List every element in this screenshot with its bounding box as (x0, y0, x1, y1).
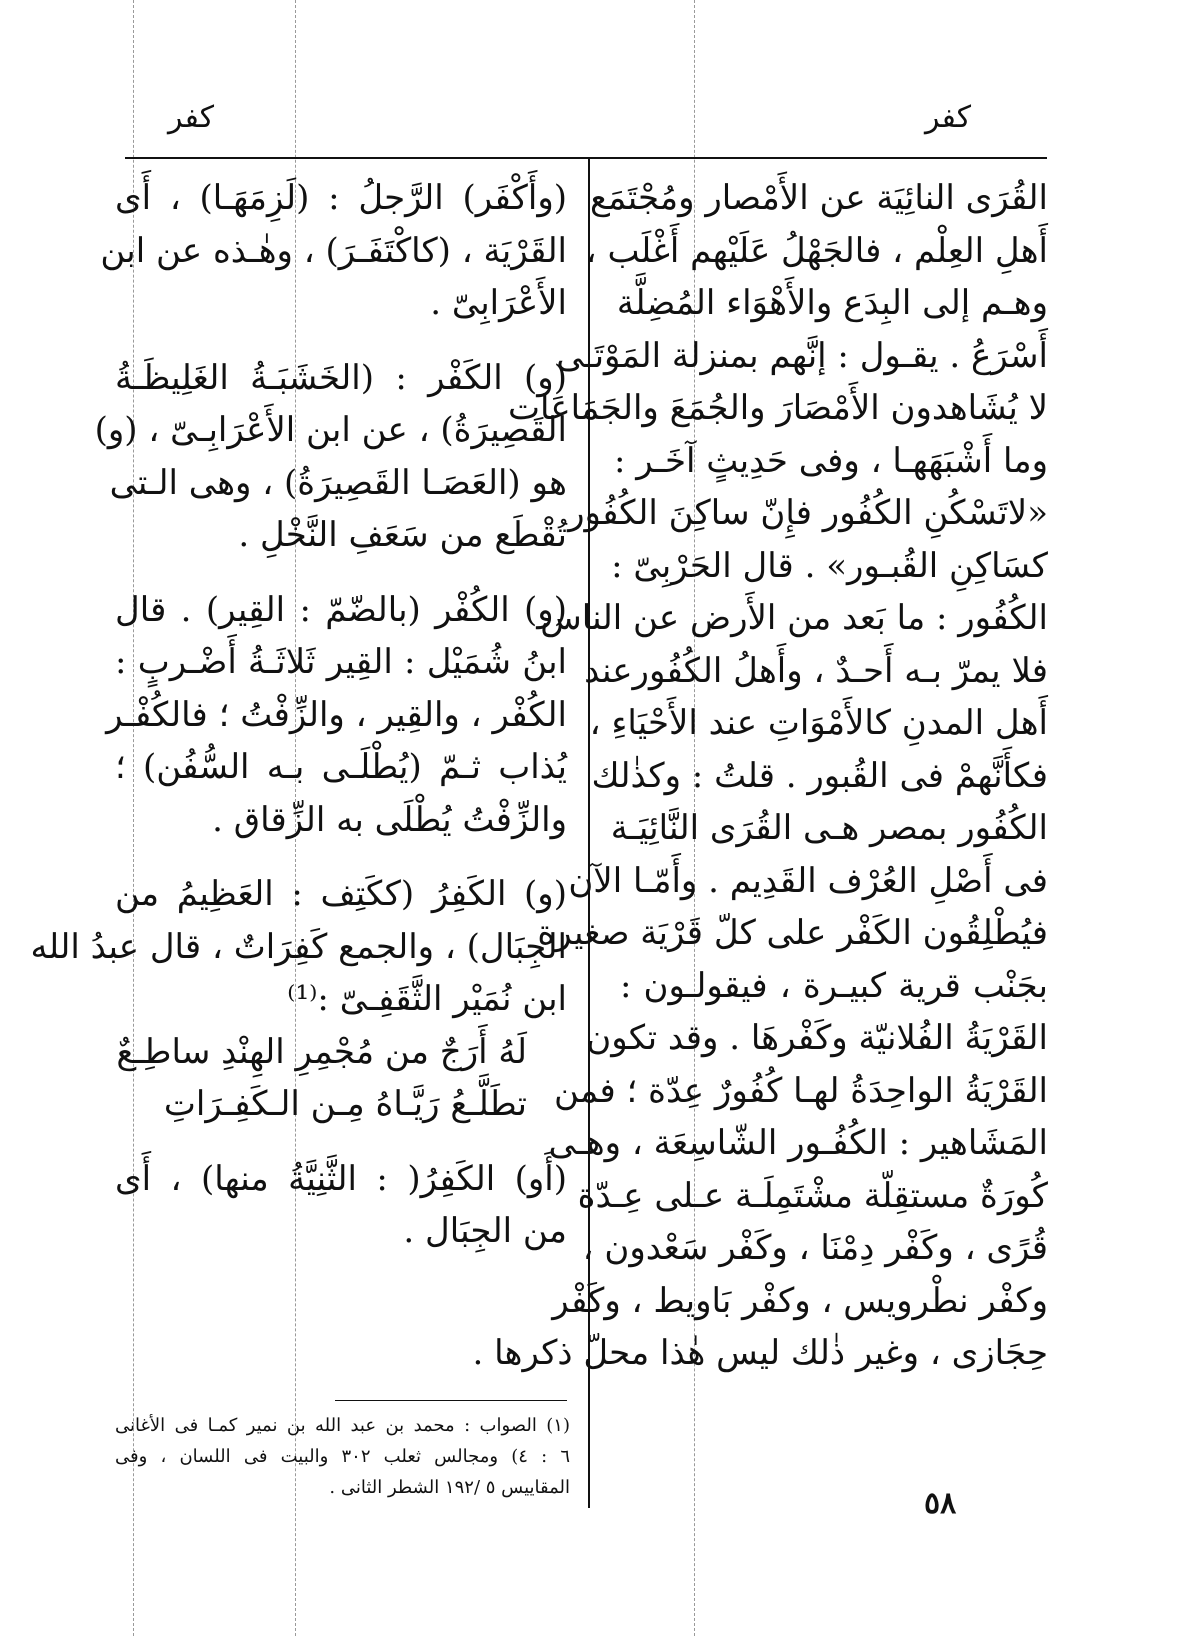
header-word-left: كفر (168, 100, 215, 135)
text-line: (و) الكَفْر : (الخَشَبَـةُ الغَلِيظَـةُ (115, 357, 567, 398)
text-line: القَصِيرَةُ) ، عن ابن الأَعْرَابِـىّ ، (و) (94, 410, 567, 450)
text-line: قُرًى ، وكَفْر دِمْنَا ، وكَفْر سَعْدون ، (582, 1228, 1048, 1268)
text-line: والزِّفْتُ يُطْلَى به الزِّقاق . (212, 799, 567, 840)
verse-line: لَهُ أَرَجٌ من مُجْمِرِ الهِنْدِ ساطِـعٌ (116, 1031, 527, 1072)
verse (115, 1026, 567, 1131)
verse-line: تطَلَّـعُ رَيَّـاهُ مِـن الـكَفِـرَاتِ (163, 1084, 527, 1124)
paragraph (115, 1153, 567, 1258)
text-line: الجِبَال) ، والجمع كَفِرَاتٌ ، قال عبدُ الله (30, 926, 567, 967)
text-line: ابن نُمَيْر الثَّقَفِـىّ :⁽¹⁾ (287, 979, 567, 1019)
text-line: فيُطْلِقُون الكَفْر على كلّ قَرْيَة صغيرة (537, 913, 1048, 953)
paragraph (106, 584, 567, 847)
text-line: القَرْيَةُ الفُلانيّة وكَفْرهَا . وقد تكون (586, 1018, 1048, 1058)
text-line: من الجِبَال . (403, 1211, 567, 1251)
text-line: المَشَاهير : الكُفُـور الشّاسِعَة ، وهـى (548, 1123, 1048, 1163)
page-number: ٥٨ (924, 1486, 957, 1521)
text-line: فكأَنَّهمْ فى القُبور . قلتُ : وكذٰلك (591, 755, 1048, 796)
footnote (115, 1410, 570, 1503)
text-line: (أَو) الكَفِرُ( : الثَّنِيَّةُ منها) ، أَى (115, 1158, 567, 1199)
text-line: وما أَشْبَهَهـا ، وفى حَدِيثٍ آخَـر : (613, 440, 1048, 481)
text-line: القُرَى النائِيَة عن الأَمْصار ومُجْتَمَع (589, 178, 1048, 218)
text-line: (و) الكَفِرُ (ككَتِف : العَظِيمُ من (115, 874, 567, 914)
text-line: كسَاكِنِ القُبـور» . قال الحَرْبِىّ : (611, 545, 1048, 586)
text-line: بجَنْب قرية كبيـرة ، فيقولـون : (620, 965, 1048, 1006)
text-line: الأَعْرَابِىّ . (430, 283, 567, 323)
text-line: وكفْر نطْرويس ، وكفْر بَاويط ، وكَفْر (552, 1280, 1048, 1321)
text-line: (و) الكُفْر (بالضّمّ : القِير) . قال (115, 589, 567, 630)
text-line: وهـم إلى البِدَع والأَهْوَاء المُضِلَّة (616, 283, 1048, 323)
text-line: الكُفْر ، والقِير ، والزِّفْتُ ؛ فالكُفْـر (106, 694, 567, 735)
paragraph (94, 352, 567, 562)
text-line: الكُفُور : ما بَعد من الأَرض عن الناس (540, 598, 1048, 638)
text-line: «لاتَسْكُنِ الكُفُور فإِنّ ساكِنَ الكُفُور (568, 493, 1048, 533)
text-line: ابنُ شُمَيْل : القِير ثَلاثَـةُ أَضْـربٍ : (115, 642, 567, 682)
paragraph (30, 868, 567, 1026)
footnote-line: ٦ : ٤) ومجالس ثعلب ٣٠٢ والبيت فى اللسان ، وفى (115, 1446, 570, 1467)
paragraph (100, 172, 567, 330)
text-line: هو (العَصَـا القَصِيرَةُ) ، وهى الـتى (109, 462, 567, 503)
text-line: أَهلِ العِلْم ، فالجَهْلُ عَلَيْهم أَغْلَب ، (585, 230, 1048, 271)
text-line: القَرْيَة ، (كاكْتَفَـرَ) ، وهٰـذه عن ابن (100, 230, 567, 271)
text-line: أَهل المدنِ كالأَمْوَاتِ عند الأَحْيَاءِ ، (589, 703, 1048, 743)
text-line: (وأَكْفَر) الرَّجلُ : (لَزِمَهَـا) ، أَى (115, 178, 567, 218)
left-column (30, 172, 567, 1258)
footnote-rule (335, 1400, 567, 1401)
text-line: فلا يمرّ بـه أَحـدٌ ، وأَهلُ الكُفُورعند (584, 650, 1048, 691)
text-line: حِجَازى ، وغير ذٰلك ليس هٰذا محلّ ذكرها . (472, 1333, 1048, 1373)
footnote-line: المقاييس ٥ /١٩٢ الشطر الثانى . (329, 1477, 570, 1498)
header-rule (125, 157, 1047, 159)
text-line: الكُفُور بمصر هـى القُرَى النَّائِيَـة (610, 808, 1048, 848)
header-word-right: كفر (925, 100, 972, 135)
text-line: فى أَصْلِ العُرْف القَدِيم . وأَمّـا الآن (568, 860, 1048, 901)
text-line: كُورَةٌ مستقِلّة مشْتَمِلَـة عـلى عِـدّة (577, 1175, 1048, 1216)
text-line: لا يُشَاهدون الأَمْصَارَ والجُمَعَ والجَمَاعَات (507, 388, 1048, 428)
text-line: القَرْيَةُ الواحِدَةُ لهـا كُفُورٌ عِدّة ؛ فمن (553, 1070, 1048, 1111)
text-line: يُذاب ثـمّ (يُطْلَـى بـه السُّفُن) ؛ (115, 747, 567, 787)
text-line: أَسْرَعُ . يقـول : إنَّهم بمنزلة المَوْتَـى (556, 335, 1048, 376)
text-line: تُقْطَع من سَعَفِ النَّخْلِ . (238, 515, 567, 555)
footnote-line: (١) الصواب : محمد بن عبد الله بن نمير كمـا فى الأغانى (115, 1415, 570, 1436)
